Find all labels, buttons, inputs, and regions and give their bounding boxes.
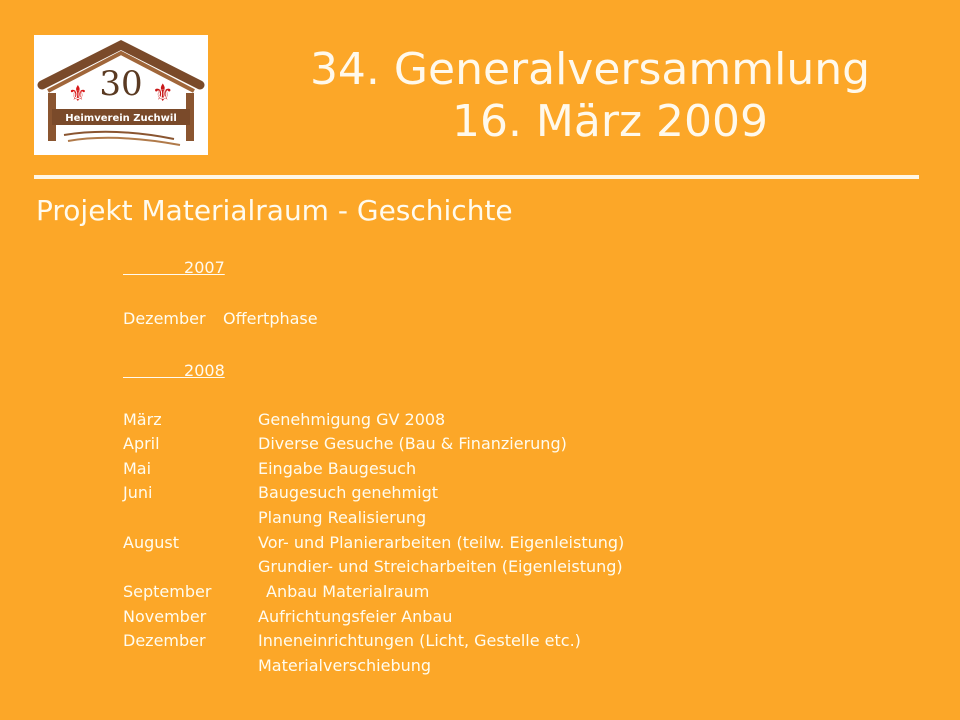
timeline-text: Diverse Gesuche (Bau & Finanzierung) (258, 434, 567, 453)
logo-name: Heimverein Zuchwil (65, 113, 177, 124)
timeline-text: Aufrichtungsfeier Anbau (258, 607, 453, 626)
timeline-text: Inneneinrichtungen (Licht, Gestelle etc.) (258, 631, 581, 650)
timeline-month: November (123, 607, 207, 626)
logo-number: 30 (99, 64, 143, 104)
heimverein-logo (34, 35, 208, 155)
timeline-text: Vor- und Planierarbeiten (teilw. Eigenleistung) (258, 533, 625, 552)
timeline-text: Materialverschiebung (258, 656, 432, 675)
fleur-de-lis-icon: ⚜ (68, 82, 88, 107)
title-divider (34, 175, 919, 179)
timeline-month: September (123, 582, 212, 601)
year-heading-2007: 2007 (184, 258, 225, 277)
timeline-text: Anbau Materialraum (266, 582, 430, 601)
title-line-1: 34. Generalversammlung (309, 44, 871, 95)
timeline-text: Offertphase (223, 309, 318, 328)
timeline-text: Grundier- und Streicharbeiten (Eigenleistung) (258, 557, 623, 576)
timeline-text: Eingabe Baugesuch (258, 459, 417, 478)
timeline-month: März (123, 410, 162, 429)
timeline-text: Baugesuch genehmigt (258, 483, 439, 502)
timeline-month: Dezember (123, 309, 206, 328)
timeline-month: Mai (123, 459, 152, 478)
timeline-text: Genehmigung GV 2008 (258, 410, 446, 429)
slide-subtitle: Projekt Materialraum - Geschichte (36, 194, 513, 227)
timeline-month: Juni (123, 483, 153, 502)
timeline-month: April (123, 434, 160, 453)
year-heading-2008: 2008 (184, 361, 225, 380)
timeline-text: Planung Realisierung (258, 508, 427, 527)
title-line-2: 16. März 2009 (451, 96, 769, 147)
timeline-month: August (123, 533, 179, 552)
logo-graphic (34, 35, 208, 155)
fleur-de-lis-icon: ⚜ (152, 79, 174, 107)
presentation-title (220, 44, 960, 148)
timeline-month: Dezember (123, 631, 206, 650)
